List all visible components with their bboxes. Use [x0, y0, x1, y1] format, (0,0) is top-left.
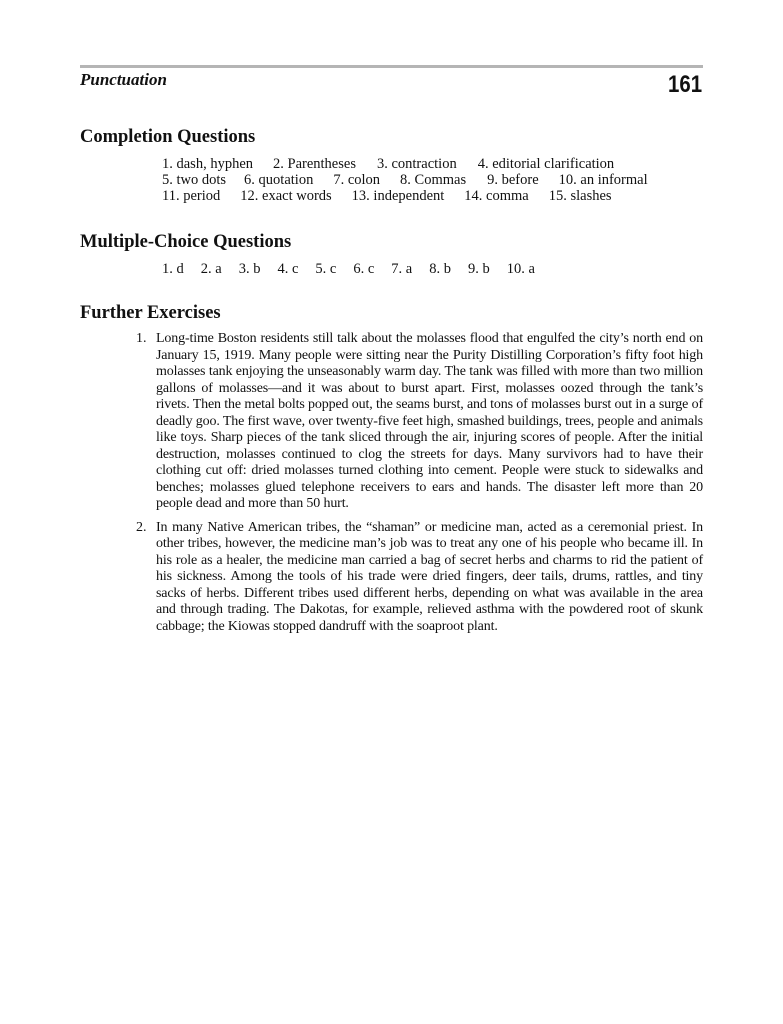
multiple-choice-answers — [162, 261, 535, 277]
multiple-choice-heading: Multiple-Choice Questions — [80, 232, 292, 252]
choice-answer: 3. b — [238, 261, 261, 277]
choice-answer: 4. c — [277, 261, 299, 277]
exercise-text: In many Native American tribes, the “shaman” or medicine man, acted as a ceremonial priest. In other tribes, however, the medicine man’s job was to treat any one of his people who became ill. In his role as a healer, the medicine man carried a bag of secret herbs and charms to rid the patient of his sickness. Among the tools of his trade were dried fingers, deer tails, drums, rattles, and tiny sacks of herbs. Different tribes used different herbs, depending on what was available in the area and through trading. The Dakotas, for example, relieved asthma with the powdered root of skunk cabbage; the Kiowas stopped dandruff with the soaproot plant. — [156, 519, 703, 634]
choice-answer: 1. d — [162, 261, 184, 277]
completion-row-2 — [162, 172, 648, 188]
completion-answer: 11. period — [162, 188, 221, 204]
completion-answer: 9. before — [487, 172, 539, 188]
completion-answer: 5. two dots — [162, 172, 227, 188]
completion-answer: 14. comma — [464, 188, 529, 204]
completion-answer: 12. exact words — [240, 188, 332, 204]
choice-answer: 9. b — [467, 261, 490, 277]
choice-answer: 5. c — [315, 261, 337, 277]
exercise-item — [136, 520, 703, 636]
choice-answer: 10. a — [506, 261, 535, 277]
choice-answer: 2. a — [200, 261, 222, 277]
completion-answer: 4. editorial clarification — [477, 156, 615, 172]
completion-answer: 13. independent — [351, 188, 445, 204]
completion-heading: Completion Questions — [80, 127, 256, 147]
exercise-number: 1. — [136, 331, 147, 346]
choice-answer: 6. c — [353, 261, 375, 277]
header-rule — [80, 65, 703, 68]
choice-answer: 8. b — [429, 261, 451, 277]
completion-answer: 1. dash, hyphen — [162, 156, 254, 172]
exercise-number: 2. — [136, 519, 147, 535]
completion-answer: 3. contraction — [376, 156, 457, 172]
completion-answer: 2. Parentheses — [273, 156, 356, 172]
running-head: Punctuation — [80, 70, 167, 89]
exercise-item — [136, 331, 703, 513]
completion-answer: 6. quotation — [244, 172, 314, 188]
completion-answer: 7. colon — [333, 172, 381, 188]
exercise-list — [136, 331, 703, 642]
exercise-text: Long-time Boston residents still talk about the molasses flood that engulfed the city’s north end on January 15, 1919. Many people were sitting near the Purity Distilling Corporation’s fifty foot high molasses tank enjoying the unseasonably warm day. The tank was filled with more than two million gallons of molasses—and it was about to burst apart. First, molasses oozed through the tank’s rivets. Then the metal bolts popped out, the seams burst, and tons of molasses burst out in a surge of deadly goo. The first wave, over twenty-five feet high, smashed buildings, trees, people and animals like toys. Sharp pieces of the tank sliced through the air, injuring scores of people. After the initial destruction, molasses continued to clog the streets for days. Many survivors had to have their clothing cut off: dried molasses turned clothing into cement. People were stuck to sidewalks and benches; molasses glued telephone receivers to ears and hands. The disaster left more than 20 people dead and more than 50 hurt. — [156, 331, 703, 511]
completion-answer: 15. slashes — [548, 188, 612, 204]
page-number: 161 — [667, 71, 702, 98]
completion-row-3 — [162, 188, 612, 204]
further-exercises-heading: Further Exercises — [80, 303, 221, 323]
choice-answer: 7. a — [391, 261, 413, 277]
completion-row-1 — [162, 156, 614, 172]
completion-answer: 8. Commas — [400, 172, 467, 188]
completion-answer: 10. an informal — [558, 172, 648, 188]
